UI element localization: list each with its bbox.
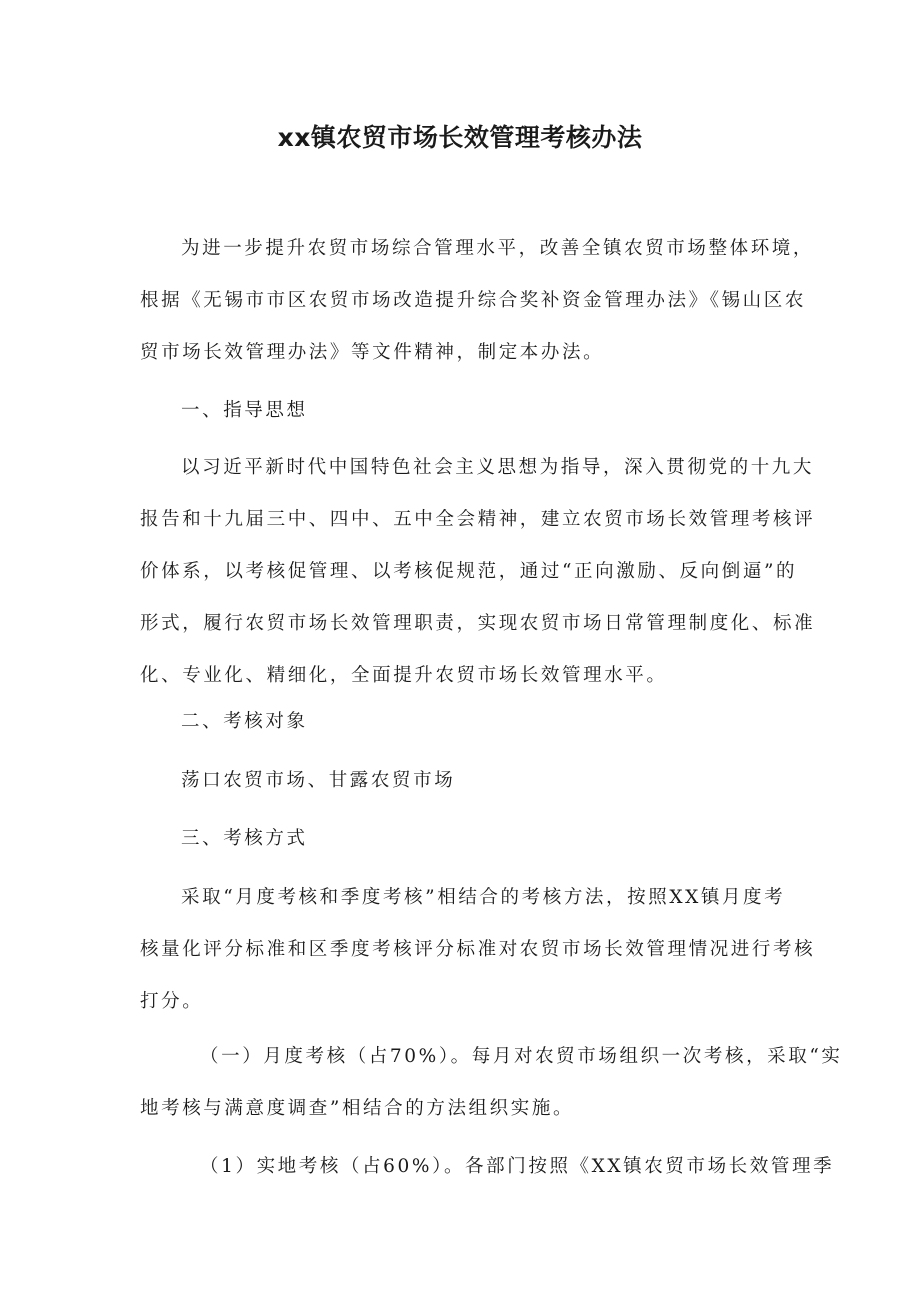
section-1-line-3: 价体系，以考核促管理、以考核促规范，通过“正向激励、反向倒逼”的 (140, 561, 798, 582)
intro-line-1: 为进一步提升农贸市场综合管理水平，改善全镇农贸市场整体环境， (181, 238, 815, 259)
monthly-assessment-paragraph (140, 1031, 843, 1135)
section-1-line-5: 化、专业化、精细化，全面提升农贸市场长效管理水平。 (140, 665, 668, 686)
intro-line-2: 根据《无锡市市区农贸市场改造提升综合奖补资金管理办法》《锡山区农 (140, 290, 806, 311)
section-3-paragraph (140, 872, 816, 1028)
section-1-heading: 一、指导思想 (181, 400, 308, 421)
intro-paragraph (140, 223, 815, 379)
intro-line-3: 贸市场长效管理办法》等文件精神，制定本办法。 (140, 342, 605, 363)
section-3-heading: 三、考核方式 (181, 828, 308, 849)
onsite-assessment-paragraph (140, 1141, 835, 1193)
monthly-line-2: 地考核与满意度调查”相结合的方法组织实施。 (140, 1098, 575, 1119)
section-3-line-3: 打分。 (140, 991, 204, 1012)
section-1-line-4: 形式，履行农贸市场长效管理职责，实现农贸市场日常管理制度化、标准 (140, 613, 816, 634)
section-2-heading: 二、考核对象 (181, 711, 308, 732)
section-1-paragraph (140, 442, 816, 702)
document-title: xx镇农贸市场长效管理考核办法 (277, 123, 643, 152)
section-2-content: 荡口农贸市场、甘露农贸市场 (181, 770, 456, 791)
section-1-line-1: 以习近平新时代中国特色社会主义思想为指导，深入贯彻党的十九大 (181, 457, 815, 478)
monthly-line-1: （一）月度考核（占70%）。每月对农贸市场组织一次考核，采取“实 (200, 1046, 843, 1067)
section-3-line-1: 采取“月度考核和季度考核”相结合的考核方法，按照XX镇月度考 (181, 887, 786, 908)
section-3-line-2: 核量化评分标准和区季度考核评分标准对农贸市场长效管理情况进行考核 (140, 939, 816, 960)
onsite-line-1: （1）实地考核（占60%）。各部门按照《XX镇农贸市场长效管理季 (200, 1156, 835, 1177)
section-1-line-2: 报告和十九届三中、四中、五中全会精神，建立农贸市场长效管理考核评 (140, 509, 816, 530)
